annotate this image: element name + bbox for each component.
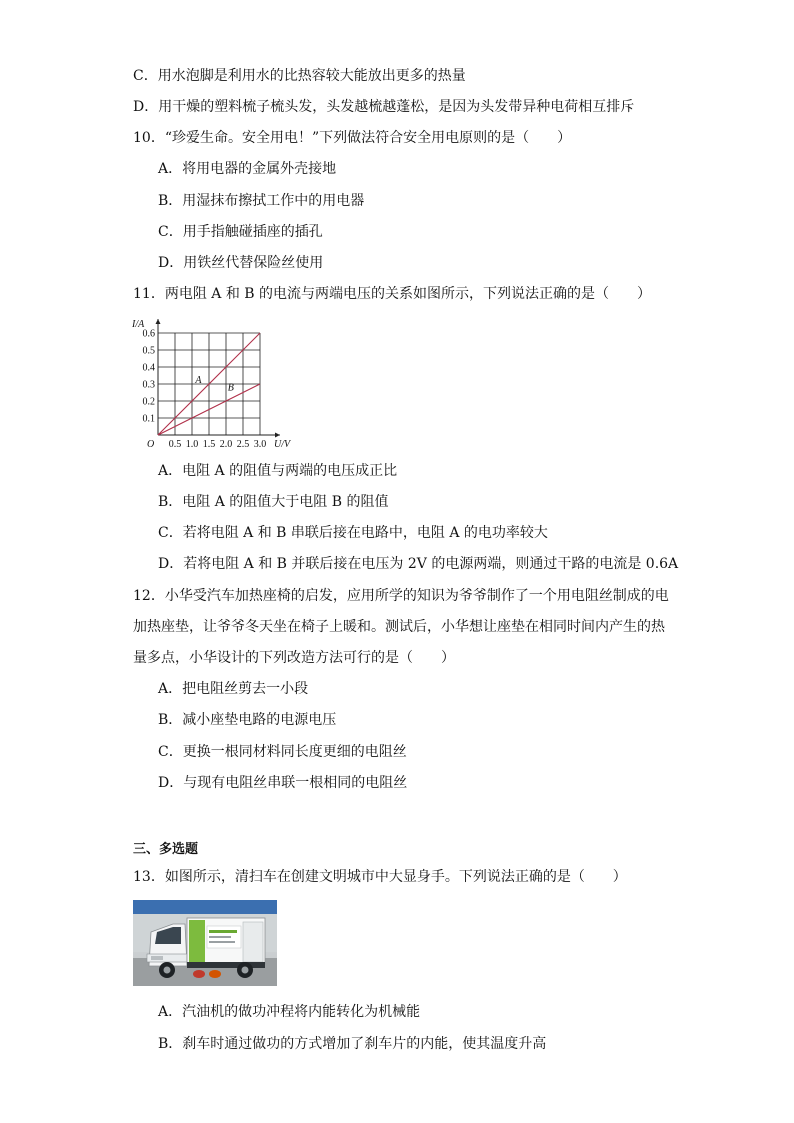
q12-stem-line3: 量多点，小华设计的下列改造方法可行的是（ ） (133, 650, 455, 666)
series-label-B: B (227, 382, 234, 394)
q10-option-c: C．用手指触碰插座的插孔 (158, 224, 323, 240)
q13-option-a: A．汽油机的做功冲程将内能转化为机械能 (158, 1004, 421, 1020)
y-tick-label: 0.5 (142, 345, 155, 357)
x-axis-label: U/V (274, 439, 291, 450)
q12-option-a: A．把电阻丝剪去一小段 (158, 681, 309, 697)
origin-label: O (147, 439, 155, 450)
x-tick-label: 3.0 (253, 439, 267, 450)
q12-stem-line1: 12．小华受汽车加热座椅的启发，应用所学的知识为爷爷制作了一个用电阻丝制成的电 (133, 588, 669, 604)
y-axis-arrow (156, 319, 161, 324)
q10-stem: 10．“珍爱生命。安全用电！”下列做法符合安全用电原则的是（ ） (133, 130, 572, 146)
graph-labels (132, 319, 292, 450)
q11-option-b: B．电阻 A 的阻值大于电阻 B 的阻值 (158, 494, 389, 510)
y-tick-label: 0.4 (142, 362, 155, 374)
q9-option-c: C．用水泡脚是利用水的比热容较大能放出更多的热量 (133, 68, 466, 84)
section-heading-multiple-choice: 三、多选题 (133, 842, 199, 857)
y-tick-label: 0.2 (142, 396, 155, 408)
graph-axes (156, 319, 281, 438)
y-axis-label: I/A (132, 319, 145, 330)
x-axis-arrow (275, 433, 280, 438)
q12-option-d: D．与现有电阻丝串联一根相同的电阻丝 (158, 775, 408, 791)
q13-option-b: B．刹车时通过做功的方式增加了刹车片的内能，使其温度升高 (158, 1036, 547, 1052)
q11-option-c: C．若将电阻 A 和 B 串联后接在电路中，电阻 A 的电功率较大 (158, 525, 548, 541)
q13-stem: 13．如图所示，清扫车在创建文明城市中大显身手。下列说法正确的是（ ） (133, 869, 627, 885)
x-tick-label: 1.0 (185, 439, 199, 450)
iu-graph (132, 310, 304, 452)
sweeper-truck-image (133, 900, 277, 986)
q10-option-d: D．用铁丝代替保险丝使用 (158, 255, 324, 271)
q10-option-a: A．将用电器的金属外壳接地 (158, 161, 337, 177)
y-tick-label: 0.3 (142, 379, 155, 391)
q9-option-d: D．用干燥的塑料梳子梳头发，头发越梳越蓬松，是因为头发带异种电荷相互排斥 (133, 99, 635, 115)
series-label-A: A (195, 375, 202, 386)
x-tick-label: 0.5 (168, 439, 182, 450)
q12-option-c: C．更换一根同材料同长度更细的电阻丝 (158, 744, 407, 760)
q11-stem: 11．两电阻 A 和 B 的电流与两端电压的关系如图所示，下列说法正确的是（ ） (133, 286, 652, 302)
x-tick-label: 2.5 (236, 439, 250, 450)
q12-stem-line2: 加热座垫，让爷爷冬天坐在椅子上暖和。测试后，小华想让座垫在相同时间内产生的热 (133, 619, 665, 635)
y-tick-label: 0.1 (142, 413, 155, 425)
q11-option-a: A．电阻 A 的阻值与两端的电压成正比 (158, 463, 398, 479)
q10-option-b: B．用湿抹布擦拭工作中的用电器 (158, 193, 365, 209)
q12-option-b: B．减小座垫电路的电源电压 (158, 712, 337, 728)
x-tick-label: 1.5 (202, 439, 216, 450)
y-tick-label: 0.6 (142, 328, 155, 340)
q11-option-d: D．若将电阻 A 和 B 并联后接在电压为 2V 的电源两端，则通过干路的电流是 0.6A (158, 556, 679, 572)
x-tick-label: 2.0 (219, 439, 233, 450)
